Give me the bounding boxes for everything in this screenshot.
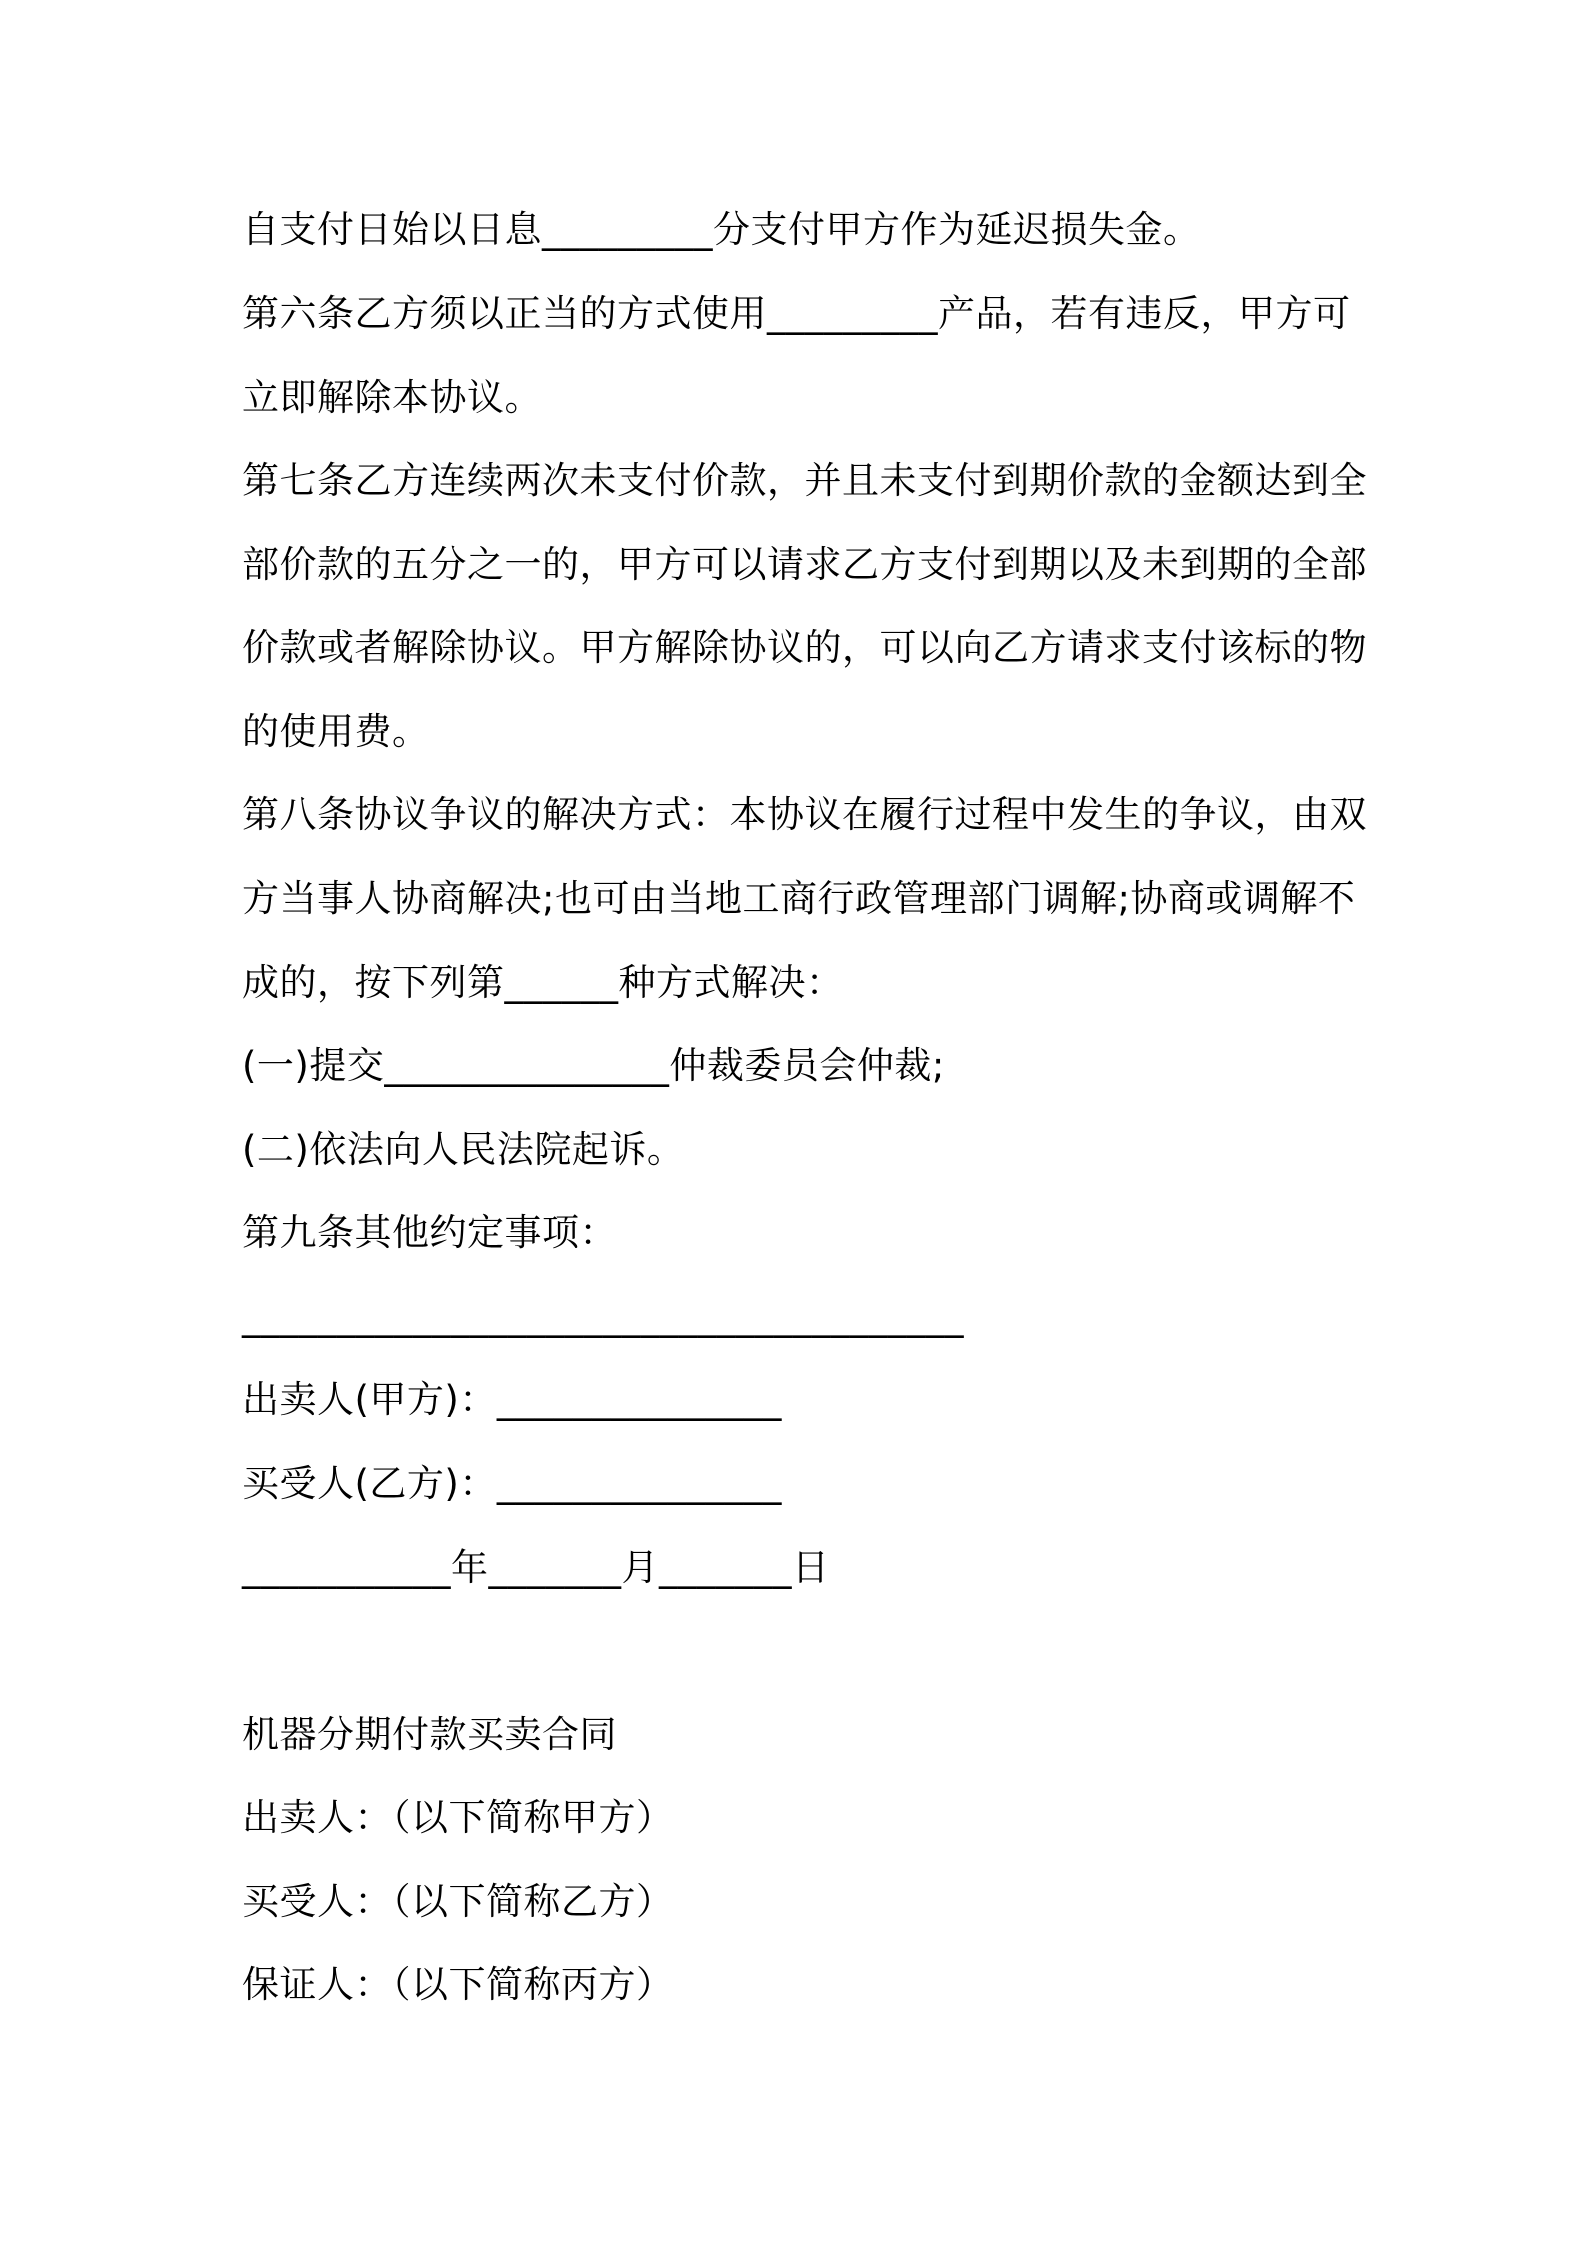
text-line-2: 第六条乙方须以正当的方式使用_________产品，若有违反，甲方可 (242, 292, 1351, 335)
text-line-6: 价款或者解除协议。甲方解除协议的，可以向乙方请求支付该标的物 (242, 626, 1367, 669)
text-line-18: 机器分期付款买卖合同 (242, 1713, 617, 1756)
text-line-8: 第八条协议争议的解决方式：本协议在履行过程中发生的争议，由双 (242, 793, 1367, 836)
text-line-13: 第九条其他约定事项： (242, 1211, 617, 1254)
text-line-5: 部价款的五分之一的，甲方可以请求乙方支付到期以及未到期的全部 (242, 543, 1367, 586)
text-line-11: (一)提交_______________仲裁委员会仲裁; (242, 1044, 945, 1087)
text-line-9: 方当事人协商解决;也可由当地工商行政管理部门调解;协商或调解不 (242, 877, 1356, 920)
text-line-1: 自支付日始以日息_________分支付甲方作为延迟损失金。 (242, 208, 1201, 251)
text-line-21: 保证人：（以下简称丙方） (242, 1963, 674, 2006)
text-line-4: 第七条乙方连续两次未支付价款，并且未支付到期价款的金额达到全 (242, 459, 1367, 502)
text-line-16: 买受人(乙方)：_______________ (242, 1462, 782, 1505)
text-line-14: ______________________________________ (242, 1295, 964, 1338)
text-line-7: 的使用费。 (242, 710, 430, 753)
text-line-12: (二)依法向人民法院起诉。 (242, 1128, 685, 1171)
text-line-10: 成的，按下列第______种方式解决： (242, 961, 844, 1004)
text-line-19: 出卖人：（以下简称甲方） (242, 1796, 674, 1839)
text-line-15: 出卖人(甲方)：_______________ (242, 1378, 782, 1421)
text-line-3: 立即解除本协议。 (242, 376, 542, 419)
text-line-20: 买受人：（以下简称乙方） (242, 1880, 674, 1923)
text-line-17: ___________年_______月_______日 (242, 1546, 830, 1589)
